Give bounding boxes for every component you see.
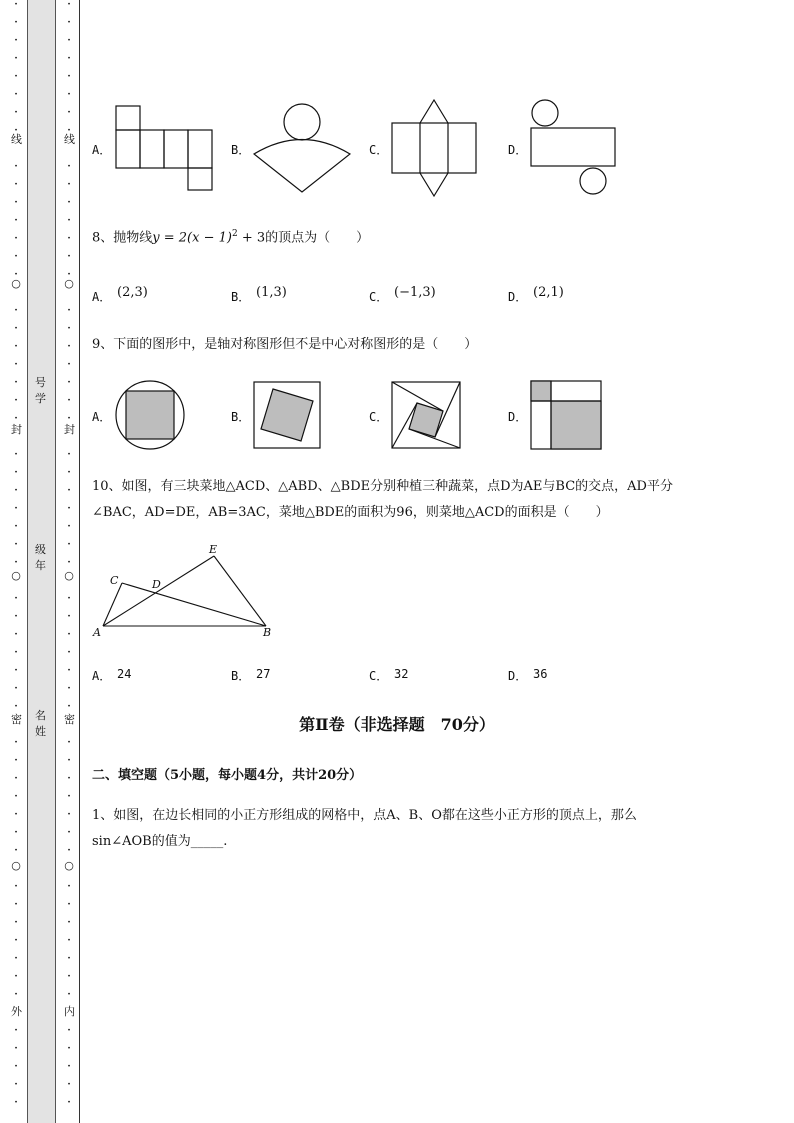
margin-dot: • bbox=[14, 667, 18, 674]
margin-dot: • bbox=[67, 973, 71, 980]
question-text: 8、抛物线 bbox=[92, 230, 153, 246]
margin-dot: • bbox=[67, 127, 71, 134]
margin-dot: • bbox=[14, 541, 18, 548]
label-b: B bbox=[263, 626, 272, 639]
margin-dot: • bbox=[14, 307, 18, 314]
margin-dot: • bbox=[67, 379, 71, 386]
margin-dot: • bbox=[14, 199, 18, 206]
margin-dot: • bbox=[14, 559, 18, 566]
option-d-split-square-figure bbox=[530, 380, 602, 450]
margin-dot: • bbox=[67, 217, 71, 224]
margin-dot: • bbox=[67, 1045, 71, 1052]
margin-dot: • bbox=[14, 631, 18, 638]
margin-dot: • bbox=[14, 955, 18, 962]
right-mark: ○ bbox=[64, 859, 74, 872]
left-mark: ○ bbox=[11, 277, 21, 290]
margin-dot: • bbox=[67, 1, 71, 8]
option-d-label: D． bbox=[508, 410, 528, 424]
margin-dot: • bbox=[14, 1063, 18, 1070]
option-d-cylinder-net-figure bbox=[529, 98, 619, 198]
margin-dot: • bbox=[14, 163, 18, 170]
formula-exponent: 2 bbox=[231, 229, 238, 239]
margin-dot: • bbox=[67, 343, 71, 350]
margin-dot: • bbox=[14, 973, 18, 980]
margin-dot: • bbox=[67, 685, 71, 692]
margin-dot: • bbox=[67, 325, 71, 332]
margin-dot: • bbox=[14, 469, 18, 476]
margin-dot: • bbox=[67, 235, 71, 242]
margin-dot: • bbox=[67, 181, 71, 188]
margin-dot: • bbox=[67, 523, 71, 530]
option-a-label: A． bbox=[92, 143, 112, 157]
margin-dot: • bbox=[67, 505, 71, 512]
label-d: D bbox=[152, 578, 161, 591]
margin-dot: • bbox=[67, 739, 71, 746]
margin-dot: • bbox=[67, 37, 71, 44]
margin-dot: • bbox=[14, 109, 18, 116]
option-a-value: 24 bbox=[117, 667, 132, 681]
option-b-label: B． bbox=[231, 290, 251, 304]
option-c-label: C． bbox=[369, 669, 389, 683]
margin-dot: • bbox=[67, 631, 71, 638]
margin-dot: • bbox=[14, 775, 18, 782]
margin-dot: • bbox=[67, 253, 71, 260]
margin-dot: • bbox=[14, 757, 18, 764]
margin-dot: • bbox=[67, 793, 71, 800]
margin-dot: • bbox=[67, 883, 71, 890]
margin-dot: • bbox=[14, 739, 18, 746]
margin-dot: • bbox=[14, 253, 18, 260]
margin-dot: • bbox=[67, 73, 71, 80]
option-c-prism-net-figure bbox=[390, 98, 478, 198]
question-10-line-1: 10、如图，有三块菜地△ACD、△ABD、△BDE分别种植三种蔬菜，点D为AE与BC的交点，AD平分 bbox=[92, 479, 673, 494]
margin-dot: • bbox=[67, 361, 71, 368]
option-d-label: D． bbox=[508, 143, 528, 157]
margin-dot: • bbox=[14, 703, 18, 710]
left-mark: ○ bbox=[11, 569, 21, 582]
margin-dot: • bbox=[14, 325, 18, 332]
margin-dot: • bbox=[14, 937, 18, 944]
margin-dot: • bbox=[14, 397, 18, 404]
margin-dot: • bbox=[14, 451, 18, 458]
margin-dot: • bbox=[67, 667, 71, 674]
student-id-field bbox=[27, 375, 54, 407]
question-text: 的顶点为（ ） bbox=[265, 230, 370, 246]
margin-dot: • bbox=[67, 1081, 71, 1088]
right-mark: ○ bbox=[64, 277, 74, 290]
margin-dot: • bbox=[67, 901, 71, 908]
option-a-net-figure bbox=[114, 104, 214, 192]
margin-dot: • bbox=[67, 559, 71, 566]
left-mark: 封 bbox=[11, 423, 22, 436]
option-d-value: 36 bbox=[533, 667, 548, 681]
right-mark: 密 bbox=[64, 713, 75, 726]
option-b-label: B． bbox=[231, 669, 251, 683]
margin-dot: • bbox=[14, 91, 18, 98]
margin-dot: • bbox=[14, 1045, 18, 1052]
margin-dot: • bbox=[14, 919, 18, 926]
margin-dot: • bbox=[67, 757, 71, 764]
grade-field bbox=[27, 542, 54, 574]
option-c-value: (−1,3) bbox=[394, 285, 436, 300]
option-c-label: C． bbox=[369, 290, 389, 304]
label-c: C bbox=[110, 574, 119, 587]
left-mark: 外 bbox=[11, 1005, 22, 1018]
right-mark: 封 bbox=[64, 423, 75, 436]
margin-dot: • bbox=[14, 649, 18, 656]
option-b-label: B． bbox=[231, 410, 251, 424]
margin-dot: • bbox=[67, 991, 71, 998]
binding-line bbox=[79, 0, 80, 1123]
left-mark: 密 bbox=[11, 713, 22, 726]
margin-dot: • bbox=[14, 685, 18, 692]
margin-dot: • bbox=[14, 811, 18, 818]
margin-dot: • bbox=[14, 505, 18, 512]
option-a-label: A． bbox=[92, 669, 112, 683]
margin-dot: • bbox=[67, 703, 71, 710]
option-d-value: (2,1) bbox=[533, 285, 564, 300]
option-c-pinwheel-figure bbox=[391, 381, 461, 449]
margin-dot: • bbox=[14, 73, 18, 80]
margin-dot: • bbox=[67, 55, 71, 62]
right-mark: ○ bbox=[64, 569, 74, 582]
margin-dot: • bbox=[14, 271, 18, 278]
question-10-triangle-figure bbox=[90, 540, 280, 640]
margin-dot: • bbox=[14, 19, 18, 26]
option-b-label: B． bbox=[231, 143, 251, 157]
margin-dot: • bbox=[67, 811, 71, 818]
option-a-circle-square-figure bbox=[114, 379, 186, 451]
margin-dot: • bbox=[14, 37, 18, 44]
margin-dot: • bbox=[14, 127, 18, 134]
margin-dot: • bbox=[67, 163, 71, 170]
margin-dot: • bbox=[67, 649, 71, 656]
option-c-value: 32 bbox=[394, 667, 409, 681]
field-label: 名 姓 bbox=[35, 709, 46, 738]
right-mark: 线 bbox=[64, 133, 75, 146]
margin-dot: • bbox=[14, 1027, 18, 1034]
formula-tail: + 3 bbox=[237, 230, 266, 246]
option-a-value: (2,3) bbox=[117, 285, 148, 300]
field-label: 级 年 bbox=[35, 543, 46, 572]
margin-dot: • bbox=[67, 451, 71, 458]
option-b-tilted-square-figure bbox=[253, 381, 321, 449]
margin-dot: • bbox=[67, 829, 71, 836]
margin-dot: • bbox=[14, 847, 18, 854]
margin-dot: • bbox=[14, 523, 18, 530]
margin-dot: • bbox=[67, 307, 71, 314]
margin-dot: • bbox=[14, 415, 18, 422]
field-label: 号 学 bbox=[35, 376, 46, 405]
margin-dot: • bbox=[67, 487, 71, 494]
margin-dot: • bbox=[14, 793, 18, 800]
margin-dot: • bbox=[14, 1081, 18, 1088]
margin-dot: • bbox=[67, 955, 71, 962]
option-a-label: A． bbox=[92, 290, 112, 304]
option-b-cone-net-figure bbox=[252, 100, 354, 196]
label-a: A bbox=[93, 626, 101, 639]
margin-dot: • bbox=[67, 19, 71, 26]
option-d-label: D． bbox=[508, 669, 528, 683]
fill-question-1-line-1: 1、如图，在边长相同的小正方形组成的网格中，点A、B、O都在这些小正方形的顶点上，那么 bbox=[92, 808, 637, 823]
margin-dot: • bbox=[67, 595, 71, 602]
margin-dot: • bbox=[14, 613, 18, 620]
left-mark: 线 bbox=[11, 133, 22, 146]
margin-dot: • bbox=[67, 937, 71, 944]
option-d-label: D． bbox=[508, 290, 528, 304]
margin-dot: • bbox=[67, 847, 71, 854]
margin-dot: • bbox=[67, 1063, 71, 1070]
margin-dot: • bbox=[67, 541, 71, 548]
margin-dot: • bbox=[14, 55, 18, 62]
margin-dot: • bbox=[67, 271, 71, 278]
margin-dot: • bbox=[14, 1099, 18, 1106]
margin-dot: • bbox=[14, 181, 18, 188]
margin-dot: • bbox=[67, 91, 71, 98]
right-dotted-column bbox=[64, 0, 74, 1123]
margin-dot: • bbox=[14, 487, 18, 494]
section-2-subtitle: 二、填空题（5小题，每小题4分，共计20分） bbox=[92, 768, 363, 783]
margin-dot: • bbox=[14, 379, 18, 386]
option-c-label: C． bbox=[369, 143, 389, 157]
margin-dot: • bbox=[67, 415, 71, 422]
margin-dot: • bbox=[14, 991, 18, 998]
margin-dot: • bbox=[14, 361, 18, 368]
margin-dot: • bbox=[67, 775, 71, 782]
margin-dot: • bbox=[67, 613, 71, 620]
margin-dot: • bbox=[14, 901, 18, 908]
fill-question-1-line-2: sin∠AOB的值为_____. bbox=[92, 834, 228, 849]
margin-dot: • bbox=[67, 1027, 71, 1034]
option-c-label: C． bbox=[369, 410, 389, 424]
margin-dot: • bbox=[67, 1099, 71, 1106]
left-mark: ○ bbox=[11, 859, 21, 872]
question-9: 9、下面的图形中，是轴对称图形但不是中心对称图形的是（ ） bbox=[92, 337, 478, 352]
margin-dot: • bbox=[14, 343, 18, 350]
right-mark: 内 bbox=[64, 1005, 75, 1018]
margin-dot: • bbox=[67, 397, 71, 404]
margin-dot: • bbox=[14, 595, 18, 602]
margin-dot: • bbox=[67, 199, 71, 206]
section-2-title: 第Ⅱ卷（非选择题 70分） bbox=[299, 715, 495, 734]
left-dotted-column bbox=[11, 0, 21, 1123]
margin-dot: • bbox=[14, 235, 18, 242]
question-10-line-2: ∠BAC，AD=DE，AB=3AC，菜地△BDE的面积为96，则菜地△ACD的面积是（ ） bbox=[92, 505, 609, 520]
question-8 bbox=[92, 226, 369, 251]
margin-dot: • bbox=[14, 217, 18, 224]
option-b-value: 27 bbox=[256, 667, 271, 681]
margin-dot: • bbox=[14, 829, 18, 836]
formula: y = 2(x − 1) bbox=[152, 230, 232, 246]
margin-dot: • bbox=[14, 883, 18, 890]
margin-dot: • bbox=[67, 919, 71, 926]
option-a-label: A． bbox=[92, 410, 112, 424]
option-b-value: (1,3) bbox=[256, 285, 287, 300]
margin-dot: • bbox=[67, 469, 71, 476]
label-e: E bbox=[209, 543, 218, 556]
margin-dot: • bbox=[14, 1, 18, 8]
margin-dot: • bbox=[67, 109, 71, 116]
